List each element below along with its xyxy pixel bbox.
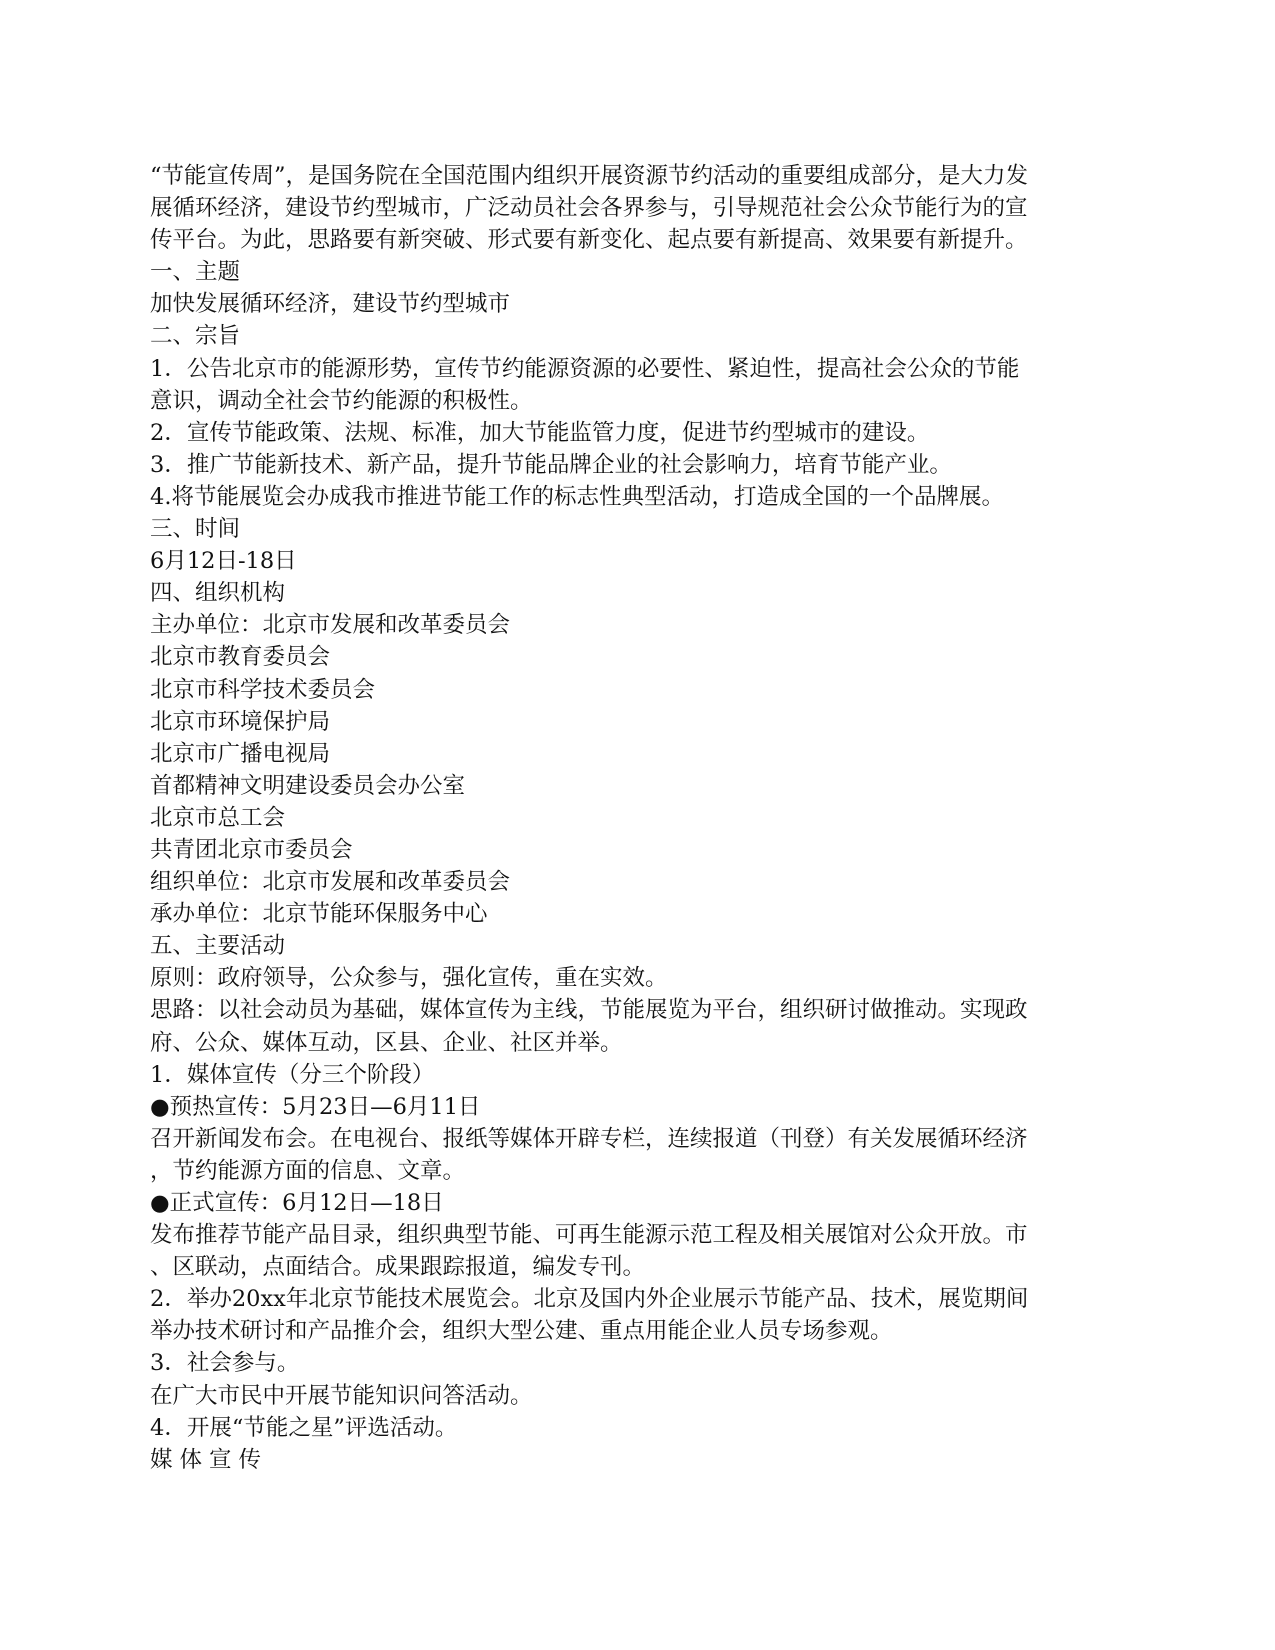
section-heading-theme: 一、主题 — [150, 259, 241, 286]
activity-1-preheat-text-line-1: 召开新闻发布会。在电视台、报纸等媒体开辟专栏，连续报道（刊登）有关发展循环经济 — [150, 1125, 1028, 1152]
organizer-list-item: 北京市广播电视局 — [150, 740, 331, 767]
organizing-unit: 组织单位：北京市发展和改革委员会 — [150, 869, 511, 896]
approach-text-line-2: 府、公众、媒体互动，区县、企业、社区并举。 — [150, 1029, 623, 1056]
undertaking-unit: 承办单位：北京节能环保服务中心 — [150, 901, 488, 928]
organizer-list-item: 北京市科学技术委员会 — [150, 676, 376, 703]
theme-text: 加快发展循环经济，建设节约型城市 — [150, 291, 511, 318]
paragraph-intro-line-2: 展循环经济，建设节约型城市，广泛动员社会各界参与，引导规范社会公众节能行为的宣 — [150, 195, 1028, 222]
activity-1-formal-text-line-1: 发布推荐节能产品目录，组织典型节能、可再生能源示范工程及相关展馆对公众开放。市 — [150, 1222, 1028, 1249]
paragraph-intro-line-3: 传平台。为此，思路要有新突破、形式要有新变化、起点要有新提高、效果要有新提升。 — [150, 227, 1028, 254]
paragraph-intro-line-1: “节能宣传周”，是国务院在全国范围内组织开展资源节约活动的重要组成部分，是大力发 — [150, 163, 1029, 189]
activity-1-stage-formal: ●正式宣传：6月12日—18日 — [150, 1190, 444, 1216]
organizer-host: 主办单位：北京市发展和改革委员会 — [150, 612, 511, 639]
approach-text-line-1: 思路：以社会动员为基础，媒体宣传为主线，节能展览为平台，组织研讨做推动。实现政 — [150, 997, 1028, 1024]
activity-1-heading: 1．媒体宣传（分三个阶段） — [150, 1061, 435, 1088]
purpose-item-1-line-1: 1．公告北京市的能源形势，宣传节约能源资源的必要性、紧迫性，提高社会公众的节能 — [150, 355, 1020, 382]
purpose-item-1-line-2: 意识，调动全社会节约能源的积极性。 — [150, 387, 533, 414]
organizer-list-item: 北京市教育委员会 — [150, 644, 331, 671]
activity-2-line-2: 举办技术研讨和产品推介会，组织大型公建、重点用能企业人员专场参观。 — [150, 1318, 893, 1345]
activity-4-heading: 4．开展“节能之星”评选活动。 — [150, 1414, 458, 1441]
organizer-list-item: 首都精神文明建设委员会办公室 — [150, 772, 466, 799]
purpose-item-3: 3．推广节能新技术、新产品，提升节能品牌企业的社会影响力，培育节能产业。 — [150, 451, 952, 478]
activity-1-preheat-text-line-2: ，节约能源方面的信息、文章。 — [150, 1157, 466, 1184]
organizer-list-item: 北京市总工会 — [150, 804, 286, 831]
activity-1-formal-text-line-2: 、区联动，点面结合。成果跟踪报道，编发专刊。 — [150, 1254, 646, 1281]
activity-2-line-1: 2．举办20xx年北京节能技术展览会。北京及国内外企业展示节能产品、技术，展览期间 — [150, 1286, 1029, 1313]
organizer-list-item: 北京市环境保护局 — [150, 708, 331, 735]
purpose-item-4: 4.将节能展览会办成我市推进节能工作的标志性典型活动，打造成全国的一个品牌展。 — [150, 483, 1004, 510]
media-publicity-heading: 媒体宣传 — [150, 1446, 269, 1473]
section-heading-time: 三、时间 — [150, 516, 241, 543]
activity-1-stage-preheat: ●预热宣传：5月23日—6月11日 — [150, 1093, 481, 1120]
activity-3-heading: 3．社会参与。 — [150, 1350, 300, 1377]
section-heading-organization: 四、组织机构 — [150, 580, 286, 607]
document-body — [150, 160, 1125, 1476]
section-heading-main-activities: 五、主要活动 — [150, 933, 286, 960]
organizer-list-item: 共青团北京市委员会 — [150, 836, 353, 863]
principle-text: 原则：政府领导，公众参与，强化宣传，重在实效。 — [150, 965, 668, 992]
purpose-item-2: 2．宣传节能政策、法规、标准，加大节能监管力度，促进节约型城市的建设。 — [150, 419, 930, 446]
activity-3-text: 在广大市民中开展节能知识问答活动。 — [150, 1382, 533, 1409]
time-text: 6月12日-18日 — [150, 548, 297, 575]
section-heading-purpose: 二、宗旨 — [150, 323, 241, 350]
